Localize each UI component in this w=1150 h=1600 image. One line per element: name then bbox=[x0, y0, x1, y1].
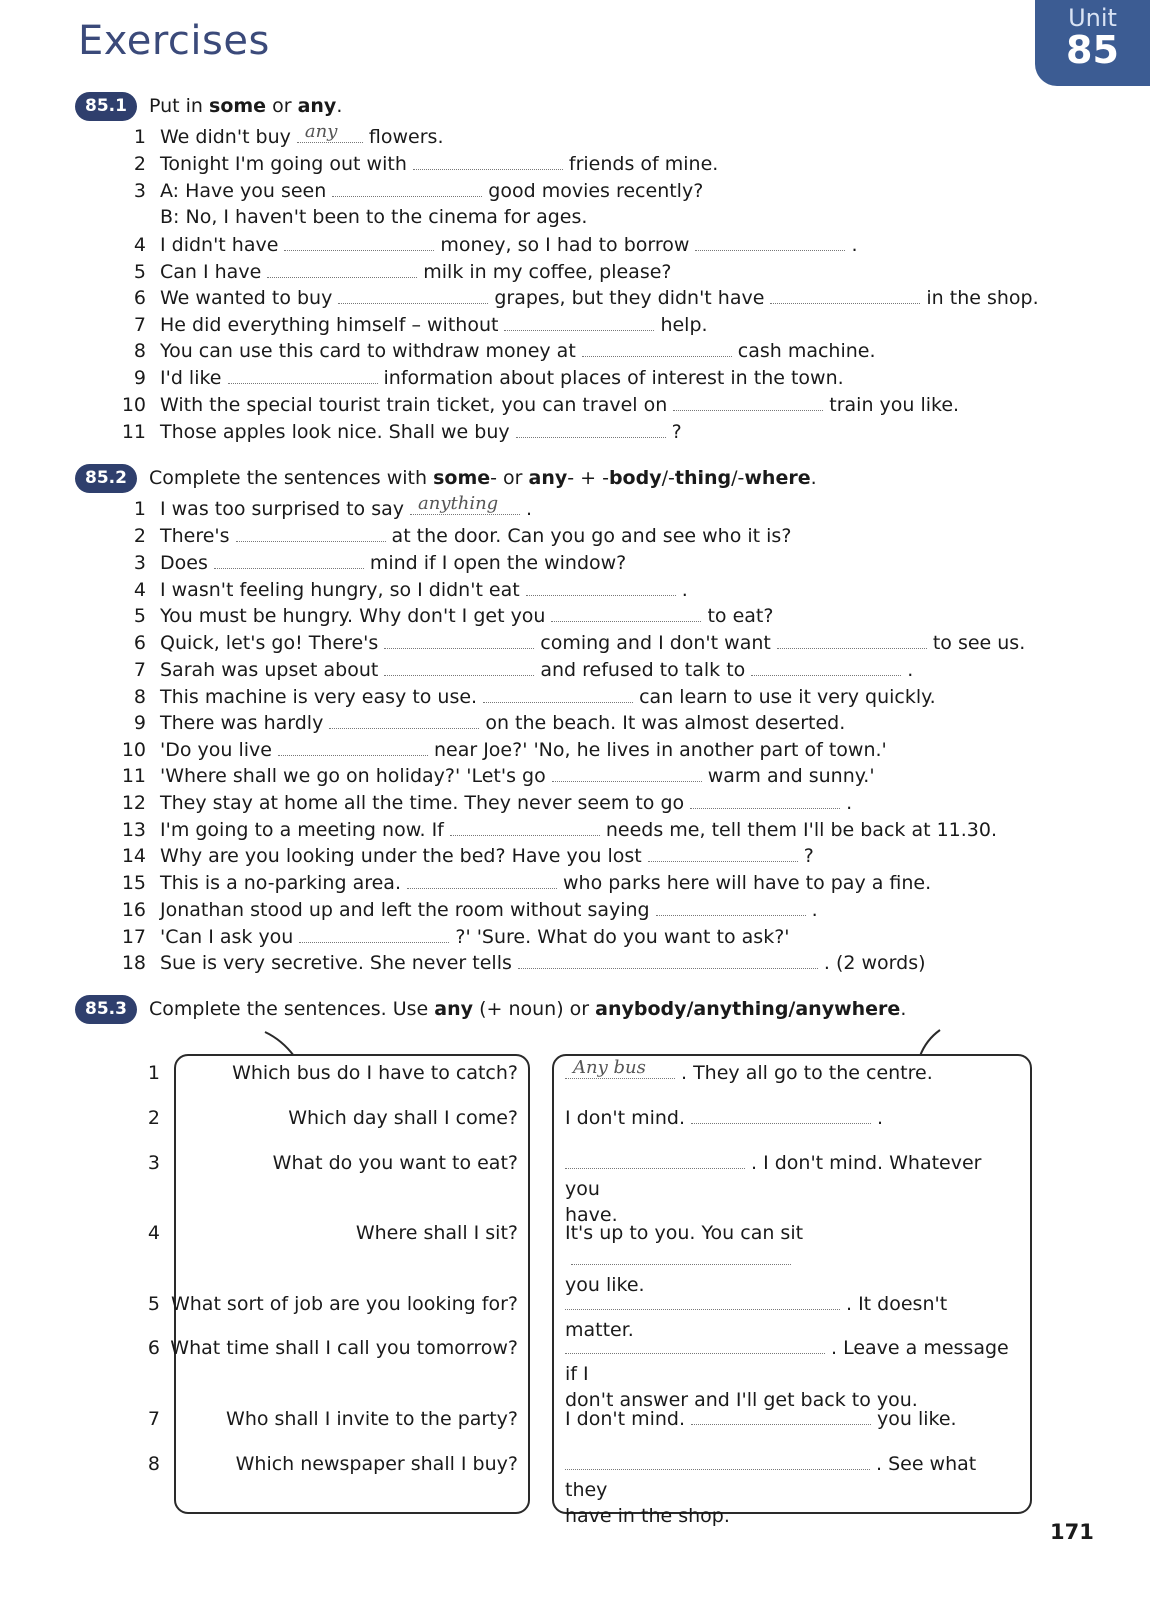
question-text: Which day shall I come? bbox=[288, 1107, 518, 1129]
exercise-badge: 85.1 bbox=[75, 92, 137, 121]
unit-word: Unit bbox=[1068, 4, 1117, 32]
answer-text: I don't mind. you like. bbox=[565, 1408, 957, 1430]
page-number: 171 bbox=[1050, 1520, 1094, 1544]
answer-blank[interactable] bbox=[565, 1337, 825, 1354]
item-number: 2 bbox=[147, 1107, 160, 1129]
answer-blank[interactable] bbox=[565, 1152, 745, 1169]
question-text: Who shall I invite to the party? bbox=[226, 1408, 518, 1430]
item-number: 4 bbox=[147, 1222, 160, 1244]
item-number: 3 bbox=[147, 1152, 160, 1174]
exercise-instruction: Put in some or any. bbox=[149, 95, 343, 117]
exercise-instruction: Complete the sentences with some- or any- + -body/-thing/-where. bbox=[149, 467, 817, 489]
exercise-badge: 85.2 bbox=[75, 464, 137, 493]
item-number: 6 bbox=[147, 1337, 160, 1359]
answer-blank[interactable] bbox=[565, 1453, 870, 1470]
question-text: Which newspaper shall I buy? bbox=[235, 1453, 518, 1475]
item-number: 7 bbox=[147, 1408, 160, 1430]
item-number: 5 bbox=[147, 1293, 160, 1315]
answer-blank[interactable] bbox=[565, 1293, 840, 1310]
answer-text: . See what they have in the shop. bbox=[565, 1453, 977, 1527]
answer-blank[interactable] bbox=[571, 1248, 791, 1265]
question-text: Where shall I sit? bbox=[355, 1222, 518, 1244]
exercise-instruction: Complete the sentences. Use any (+ noun) or anybody/anything/anywhere. bbox=[149, 998, 907, 1020]
unit-number: 85 bbox=[1066, 28, 1119, 72]
answer-blank[interactable] bbox=[691, 1107, 871, 1124]
answer-blank[interactable] bbox=[691, 1408, 871, 1425]
item-number: 8 bbox=[147, 1453, 160, 1475]
answer-text: Any bus . They all go to the centre. bbox=[565, 1060, 1020, 1086]
question-text: What time shall I call you tomorrow? bbox=[170, 1337, 518, 1359]
answer-text: I don't mind. . bbox=[565, 1107, 884, 1129]
answer-text: It's up to you. You can sit you like. bbox=[565, 1222, 804, 1296]
answer-text: . It doesn't matter. bbox=[565, 1293, 948, 1341]
question-text: What sort of job are you looking for? bbox=[170, 1293, 518, 1315]
answer-blank[interactable]: Any bus bbox=[565, 1062, 675, 1079]
answer-blank[interactable]: anything bbox=[410, 498, 520, 515]
answer-text: . Leave a message if I don't answer and I'll get back to you. bbox=[565, 1337, 1009, 1411]
question-text: Which bus do I have to catch? bbox=[232, 1062, 518, 1084]
question-text: What do you want to eat? bbox=[272, 1152, 518, 1174]
answer-blank[interactable]: any bbox=[297, 126, 363, 143]
page-title: Exercises bbox=[78, 18, 270, 64]
item-number: 1 bbox=[147, 1062, 160, 1084]
exercise-badge: 85.3 bbox=[75, 995, 137, 1024]
answer-text: . I don't mind. Whatever you have. bbox=[565, 1152, 982, 1226]
